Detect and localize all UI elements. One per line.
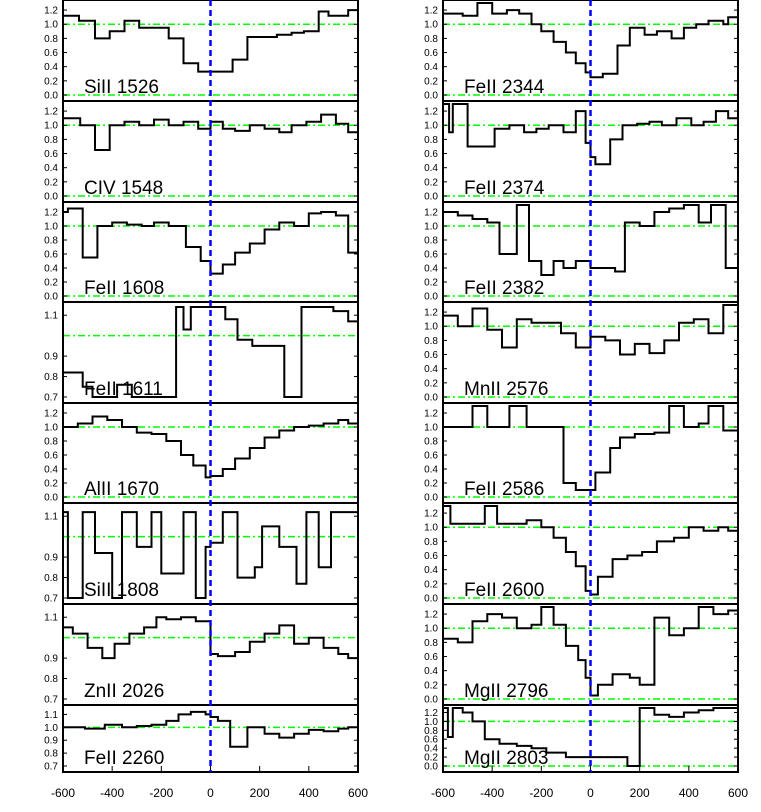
y-tick-label: 0.8 — [44, 674, 58, 686]
x-tick-label: 400 — [678, 786, 699, 800]
panel-label: MgII 2796 — [464, 681, 549, 702]
y-tick-label: 0.0 — [424, 694, 438, 706]
panel — [424, 403, 738, 504]
panel-label: MnII 2576 — [464, 379, 549, 400]
y-tick-label: 0.2 — [424, 277, 438, 289]
panel-label: SiII 1808 — [84, 580, 159, 601]
y-tick-label: 1.0 — [424, 19, 438, 31]
y-tick-label: 0.4 — [44, 464, 58, 476]
panel — [424, 101, 738, 203]
y-tick-label: 1.2 — [44, 207, 58, 219]
y-tick-label: 1.0 — [424, 522, 438, 534]
y-tick-label: 0.0 — [424, 593, 438, 605]
panel-label: FeII 2382 — [464, 278, 545, 299]
panel — [44, 604, 358, 706]
y-tick-label: 0.4 — [44, 163, 58, 175]
panel-label: FeII 2374 — [464, 178, 545, 199]
y-tick-label: 0.8 — [424, 235, 438, 247]
y-tick-label: 0.8 — [44, 748, 58, 760]
x-tick-label: 600 — [727, 786, 749, 800]
panel-label: CIV 1548 — [84, 178, 164, 199]
y-tick-label: 0.8 — [44, 573, 58, 585]
y-tick-label: 0.0 — [44, 90, 58, 102]
panel — [424, 503, 738, 605]
panel — [424, 705, 738, 773]
y-tick-label: 1.2 — [424, 609, 438, 621]
x-tick-label: 200 — [249, 786, 270, 800]
y-tick-label: 0.4 — [44, 62, 58, 74]
y-tick-label: 0.8 — [44, 372, 58, 384]
panel — [424, 302, 738, 404]
x-tick-label: 600 — [347, 786, 369, 800]
y-tick-label: 1.2 — [424, 307, 438, 319]
y-tick-label: 0.2 — [44, 76, 58, 88]
y-tick-label: 0.2 — [44, 277, 58, 289]
plot-column-2 — [424, 0, 748, 800]
y-tick-label: 1.0 — [44, 120, 58, 132]
panel-label: FeII 2260 — [84, 748, 165, 769]
y-tick-label: 1.2 — [424, 508, 438, 520]
x-tick-label: -600 — [430, 786, 456, 800]
panel-label: FeII 2344 — [464, 77, 545, 98]
y-tick-label: 0.2 — [424, 378, 438, 390]
x-tick-label: -200 — [149, 786, 174, 800]
y-tick-label: 0.6 — [44, 48, 58, 60]
y-tick-label: 0.8 — [424, 134, 438, 146]
y-tick-label: 0.8 — [424, 436, 438, 448]
panel — [44, 0, 358, 102]
y-tick-label: 1.2 — [424, 5, 438, 17]
panel-label: FeII 1608 — [84, 278, 165, 299]
y-tick-label: 1.0 — [424, 422, 438, 434]
y-tick-label: 1.1 — [44, 709, 58, 721]
y-tick-label: 0.7 — [44, 694, 58, 706]
y-tick-label: 1.2 — [424, 408, 438, 420]
panel-label: FeII 2600 — [464, 580, 545, 601]
panel — [424, 604, 738, 706]
y-tick-label: 0.0 — [424, 90, 438, 102]
y-tick-label: 0.9 — [44, 653, 58, 665]
y-tick-label: 0.6 — [424, 551, 438, 563]
x-tick-label: -200 — [529, 786, 554, 800]
y-tick-label: 0.8 — [424, 536, 438, 548]
y-tick-label: 0.2 — [424, 76, 438, 88]
y-tick-label: 1.0 — [44, 19, 58, 31]
panel — [44, 101, 358, 203]
y-tick-label: 0.0 — [44, 291, 58, 303]
y-tick-label: 0.6 — [424, 149, 438, 161]
y-tick-label: 1.0 — [44, 221, 58, 233]
y-tick-label: 1.2 — [44, 106, 58, 118]
y-tick-label: 0.0 — [424, 291, 438, 303]
y-tick-label: 0.4 — [44, 263, 58, 275]
y-tick-label: 0.4 — [424, 565, 438, 577]
spectrum-step-line — [443, 406, 738, 490]
y-tick-label: 1.0 — [424, 321, 438, 333]
y-tick-label: 0.2 — [424, 579, 438, 591]
y-tick-label: 0.4 — [424, 666, 438, 678]
y-tick-label: 1.1 — [44, 310, 58, 322]
y-tick-label: 0.2 — [424, 177, 438, 189]
panel — [44, 403, 358, 504]
x-tick-label: 200 — [629, 786, 650, 800]
y-tick-label: 0.0 — [424, 492, 438, 504]
y-tick-label: 0.2 — [424, 752, 438, 764]
y-tick-label: 0.6 — [424, 734, 438, 746]
y-tick-label: 0.9 — [44, 735, 58, 747]
y-tick-label: 1.1 — [44, 511, 58, 523]
y-tick-label: 0.9 — [44, 552, 58, 564]
x-tick-label: 0 — [587, 786, 594, 800]
y-tick-label: 0.6 — [424, 450, 438, 462]
y-tick-label: 0.0 — [424, 761, 438, 773]
y-tick-label: 0.6 — [44, 450, 58, 462]
y-tick-label: 0.6 — [44, 149, 58, 161]
y-tick-label: 0.2 — [44, 177, 58, 189]
y-tick-label: 0.4 — [424, 163, 438, 175]
y-tick-label: 0.6 — [424, 48, 438, 60]
y-tick-label: 0.0 — [44, 191, 58, 203]
y-tick-label: 1.0 — [424, 120, 438, 132]
y-tick-label: 0.8 — [44, 134, 58, 146]
y-tick-label: 0.4 — [424, 364, 438, 376]
y-tick-label: 0.0 — [424, 392, 438, 404]
y-tick-label: 0.8 — [424, 33, 438, 45]
y-tick-label: 0.6 — [44, 249, 58, 261]
panel — [424, 0, 738, 102]
y-tick-label: 1.0 — [424, 221, 438, 233]
y-tick-label: 0.2 — [424, 680, 438, 692]
panel — [44, 705, 358, 773]
panel — [44, 302, 358, 404]
y-tick-label: 0.6 — [424, 350, 438, 362]
panel — [424, 202, 738, 303]
y-tick-label: 0.8 — [44, 33, 58, 45]
panel-label: MgII 2803 — [464, 748, 549, 769]
y-tick-label: 1.2 — [424, 707, 438, 719]
y-tick-label: 0.7 — [44, 761, 58, 773]
y-tick-label: 0.6 — [424, 249, 438, 261]
panel-label: ZnII 2026 — [84, 681, 165, 702]
panel-label: SiII 1526 — [84, 77, 159, 98]
y-tick-label: 1.1 — [44, 612, 58, 624]
y-tick-label: 0.0 — [44, 492, 58, 504]
y-tick-label: 0.8 — [424, 637, 438, 649]
y-tick-label: 1.0 — [424, 716, 438, 728]
y-tick-label: 0.6 — [424, 652, 438, 664]
y-tick-label: 0.2 — [424, 478, 438, 490]
panel-label: FeII 1611 — [84, 379, 163, 400]
panel-label: AlII 1670 — [84, 479, 159, 500]
x-tick-label: -400 — [480, 786, 505, 800]
y-tick-label: 0.8 — [424, 335, 438, 347]
panel-label: FeII 2586 — [464, 479, 545, 500]
y-tick-label: 1.2 — [424, 106, 438, 118]
y-tick-label: 0.7 — [44, 593, 58, 605]
y-tick-label: 0.4 — [424, 263, 438, 275]
x-tick-label: -400 — [100, 786, 125, 800]
y-tick-label: 1.0 — [44, 422, 58, 434]
y-tick-label: 1.0 — [424, 623, 438, 635]
y-tick-label: 0.8 — [44, 235, 58, 247]
y-tick-label: 1.2 — [424, 207, 438, 219]
plot-column-1 — [44, 0, 368, 800]
y-tick-label: 0.4 — [424, 62, 438, 74]
y-tick-label: 0.4 — [424, 464, 438, 476]
y-tick-label: 1.2 — [44, 5, 58, 17]
y-tick-label: 0.8 — [44, 436, 58, 448]
y-tick-label: 1.2 — [44, 408, 58, 420]
y-tick-label: 0.9 — [44, 351, 58, 363]
panel — [44, 503, 358, 605]
y-tick-label: 0.8 — [424, 725, 438, 737]
y-tick-label: 0.7 — [44, 392, 58, 404]
y-tick-label: 1.0 — [44, 722, 58, 734]
panel — [44, 202, 358, 303]
y-tick-label: 0.0 — [424, 191, 438, 203]
x-tick-label: 0 — [207, 786, 214, 800]
y-tick-label: 0.4 — [424, 743, 438, 755]
x-tick-label: -600 — [50, 786, 76, 800]
x-tick-label: 400 — [298, 786, 319, 800]
y-tick-label: 0.2 — [44, 478, 58, 490]
